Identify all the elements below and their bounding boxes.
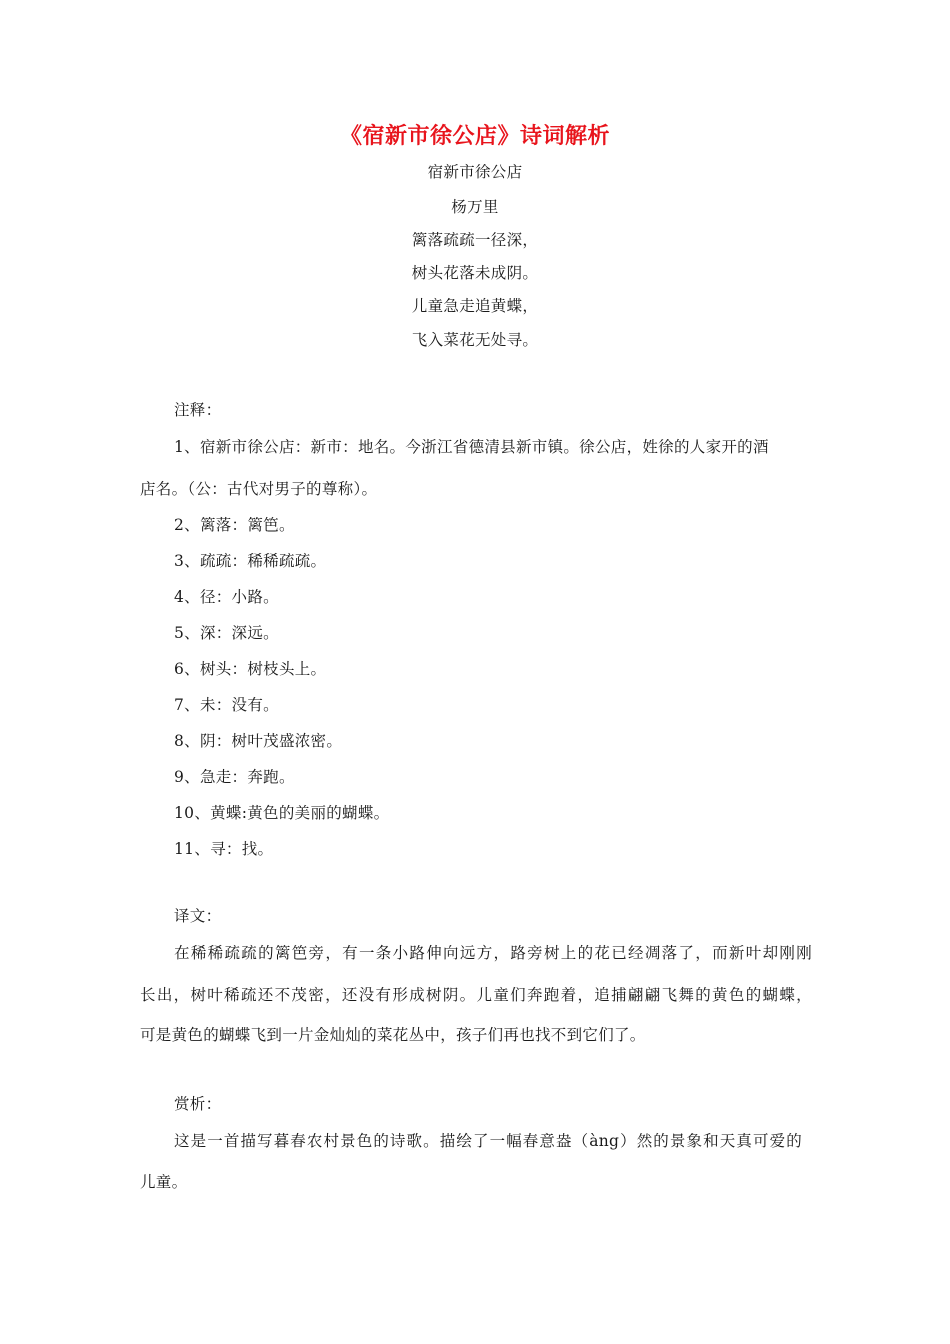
note-item-1: 1、宿新市徐公店：新市：地名。今浙江省德清县新市镇。徐公店，姓徐的人家开的酒	[174, 438, 769, 456]
translation-line-1: 在稀稀疏疏的篱笆旁，有一条小路伸向远方，路旁树上的花已经凋落了，而新叶却刚刚	[174, 944, 812, 962]
translation-line-2: 长出，树叶稀疏还不茂密，还没有形成树阴。儿童们奔跑着，追捕翩翩飞舞的黄色的蝴蝶，	[140, 986, 812, 1004]
appreciation-heading: 赏析：	[174, 1095, 222, 1113]
note-item-3: 3、疏疏：稀稀疏疏。	[174, 552, 327, 570]
translation-line-3: 可是黄色的蝴蝶飞到一片金灿灿的菜花丛中，孩子们再也找不到它们了。	[140, 1026, 646, 1044]
translation-heading: 译文：	[174, 907, 222, 925]
note-item-10: 10、黄蝶:黄色的美丽的蝴蝶。	[174, 804, 390, 822]
appreciation-line-1: 这是一首描写暮春农村景色的诗歌。描绘了一幅春意盎（àng）然的景象和天真可爱的	[174, 1132, 802, 1150]
note-item-2: 2、篱落：篱笆。	[174, 516, 295, 534]
poem-line-3: 儿童急走追黄蝶，	[411, 297, 539, 315]
poem-name: 宿新市徐公店	[427, 163, 523, 181]
note-item-6: 6、树头：树枝头上。	[174, 660, 327, 678]
note-item-9: 9、急走：奔跑。	[174, 768, 295, 786]
document-title: 《宿新市徐公店》诗词解析	[339, 123, 610, 149]
note-item-7: 7、未：没有。	[174, 696, 279, 714]
note-item-8: 8、阴：树叶茂盛浓密。	[174, 732, 343, 750]
poem-line-2: 树头花落未成阴。	[411, 264, 539, 282]
notes-heading: 注释：	[174, 401, 222, 419]
note-item-11: 11、寻：找。	[174, 840, 274, 858]
note-item-4: 4、径：小路。	[174, 588, 279, 606]
poem-line-4: 飞入菜花无处寻。	[411, 331, 539, 349]
note-item-1-continued: 店名。（公：古代对男子的尊称）。	[140, 480, 378, 498]
note-item-5: 5、深：深远。	[174, 624, 279, 642]
poem-author: 杨万里	[451, 198, 499, 216]
poem-line-1: 篱落疏疏一径深，	[411, 231, 539, 249]
appreciation-line-2: 儿童。	[140, 1173, 188, 1191]
